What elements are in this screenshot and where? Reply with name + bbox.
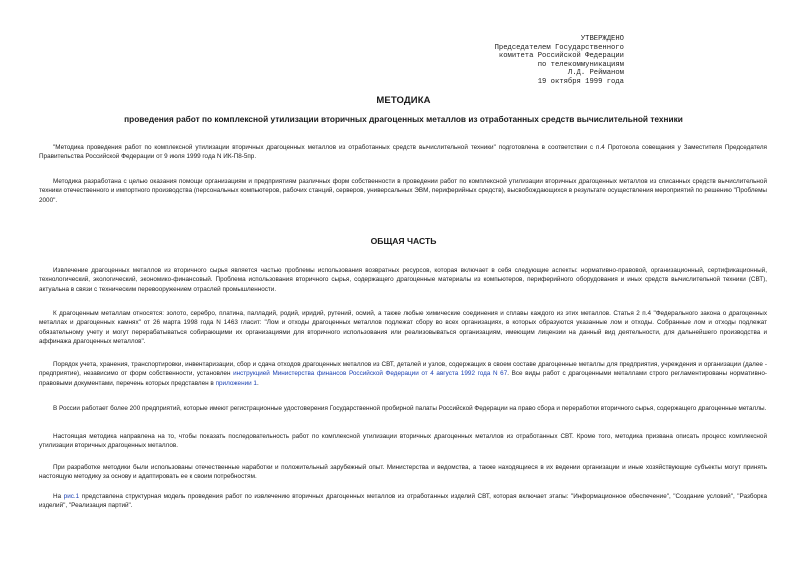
document-subtitle: проведения работ по комплексной утилизации вторичных драгоценных металлов из отработанных средств вычислительной техники: [124, 114, 683, 124]
approval-line: Председателем Государственного: [494, 43, 624, 52]
general-paragraph-5: [39, 432, 767, 451]
section-title: ОБЩАЯ ЧАСТЬ: [370, 236, 437, 246]
general-paragraph-3-text-c: .: [256, 379, 259, 387]
approval-line: 19 октября 1999 года: [537, 77, 624, 86]
general-paragraph-4-text: В России работает более 200 предприятий, которые имеют регистрационные удостоверения Государственной пробирной палаты Российской Федерации на право сбора и переработки вторичного сырья, содержащего драгоценные металлы.: [53, 405, 767, 412]
link-appendix-1[interactable]: приложении 1: [215, 379, 257, 387]
approval-line: комитета Российской Федерации: [498, 52, 624, 61]
approval-line: по телекоммуникациям: [537, 60, 624, 69]
general-paragraph-7-text-b: представлена структурная модель проведения работ по извлечению вторичных драгоценных металлов из отработанных изделий СВТ, которая включает этапы: "Информационное обеспечение", "Создание условий", "Разборка изделий", "Реализация партий".: [39, 493, 767, 510]
intro-paragraph-2-text: Методика разработана с целью оказания помощи организациям и предприятиям различных форм собственности в проведении работ по комплексной утилизации вторичных драгоценных металлов из списанных средств вычислительной техники отечественного и импортного производства (персональных компьютеров, рабочих станций, серверов, универсальных ЭВМ, периферийных средств), высвобождающихся в результате осуществления мероприятий по решению "Проблемы 2000".: [39, 178, 767, 204]
link-figure-1[interactable]: рис.1: [63, 493, 80, 500]
general-paragraph-3: [39, 360, 767, 388]
intro-paragraph-1: [39, 143, 767, 162]
general-paragraph-7-text-a: На: [53, 493, 64, 500]
general-paragraph-2: [39, 309, 767, 346]
link-minfin-instruction[interactable]: инструкцией Министерства финансов Российской Федерации от 4 августа 1992 года N 67: [233, 370, 508, 378]
general-paragraph-6-text: При разработке методики были использованы отечественные наработки и положительный зарубежный опыт. Министерства и ведомства, а также находящиеся в их ведении организации и иные хозяйствующие субъекты могут принять настоящую методику за основу и адаптировать ее к своим потребностям.: [39, 464, 767, 481]
general-paragraph-2-text: К драгоценным металлам относятся: золото, серебро, платина, палладий, родий, иридий, рутений, осмий, а также любые химические соединения и сплавы каждого из этих металлов. Статья 2 п.4 "Федерального закона о драгоценных металлах и драгоценных камнях" от 26 марта 1998 года N 1463 гласит: "Лом и отходы драгоценных металлов подлежат сбору во всех организациях, в которых образуются указанные лом и отходы. Собранные лом и отходы подлежат обязательному учету и могут перерабатываться собирающими их организациями для вторичного использования или реализовываться организациям, имеющим лицензии на данный вид деятельности, для дальнейшего производства и аффинажа драгоценных металлов".: [39, 310, 767, 345]
general-paragraph-3-text-b: . Все виды работ с драгоценными металлами строго регламентированы нормативно-правовыми документами, перечень которых представлен в: [39, 370, 767, 387]
general-paragraph-3-text-a: Порядок учета, хранения, транспортировки, инвентаризации, сбор и сдача отходов драгоценных металлов из СВТ, деталей и узлов, содержащих в своем составе драгоценные металлы для предприятия, учреждения и организации (далее - предприятие), независимо от форм собственности, установлен: [39, 361, 767, 378]
approval-block: [384, 35, 624, 87]
intro-paragraph-2: [39, 177, 767, 205]
approval-line: Л.Д. Рейманом: [567, 69, 624, 78]
general-paragraph-1-text: Извлечение драгоценных металлов из вторичного сырья является частью проблемы использования возвратных ресурсов, которая включает в себя следующие аспекты: нормативно-правовой, организационный, сертификационный, технологический, экологический, экономико-финансовый. Проблема использования вторичного сырья, содержащего драгоценные материалы из компьютеров, периферийного оборудования и иных средств вычислительной техники (СВТ), актуальна в связи с техническим перевооружением отраслей промышленности.: [39, 267, 767, 293]
document-title: МЕТОДИКА: [376, 95, 431, 106]
intro-paragraph-1-text: "Методика проведения работ по комплексной утилизации вторичных драгоценных металлов из отработанных средств вычислительной техники" подготовлена в соответствии с п.4 Протокола совещания у Заместителя Председателя Правительства Российской Федерации от 9 июля 1999 года N ИК-П8-5пр.: [39, 144, 767, 161]
general-paragraph-6: [39, 463, 767, 482]
approval-line: УТВЕРЖДЕНО: [580, 35, 624, 43]
general-paragraph-7: [39, 492, 767, 511]
general-paragraph-4: [39, 404, 767, 413]
general-paragraph-1: [39, 266, 767, 294]
general-paragraph-5-text: Настоящая методика направлена на то, чтобы показать последовательность работ по комплексной утилизации вторичных драгоценных металлов из отработанных СВТ. Кроме того, методика призвана описать процесс комплексной утилизации вторичных драгоценных металлов.: [39, 433, 767, 450]
